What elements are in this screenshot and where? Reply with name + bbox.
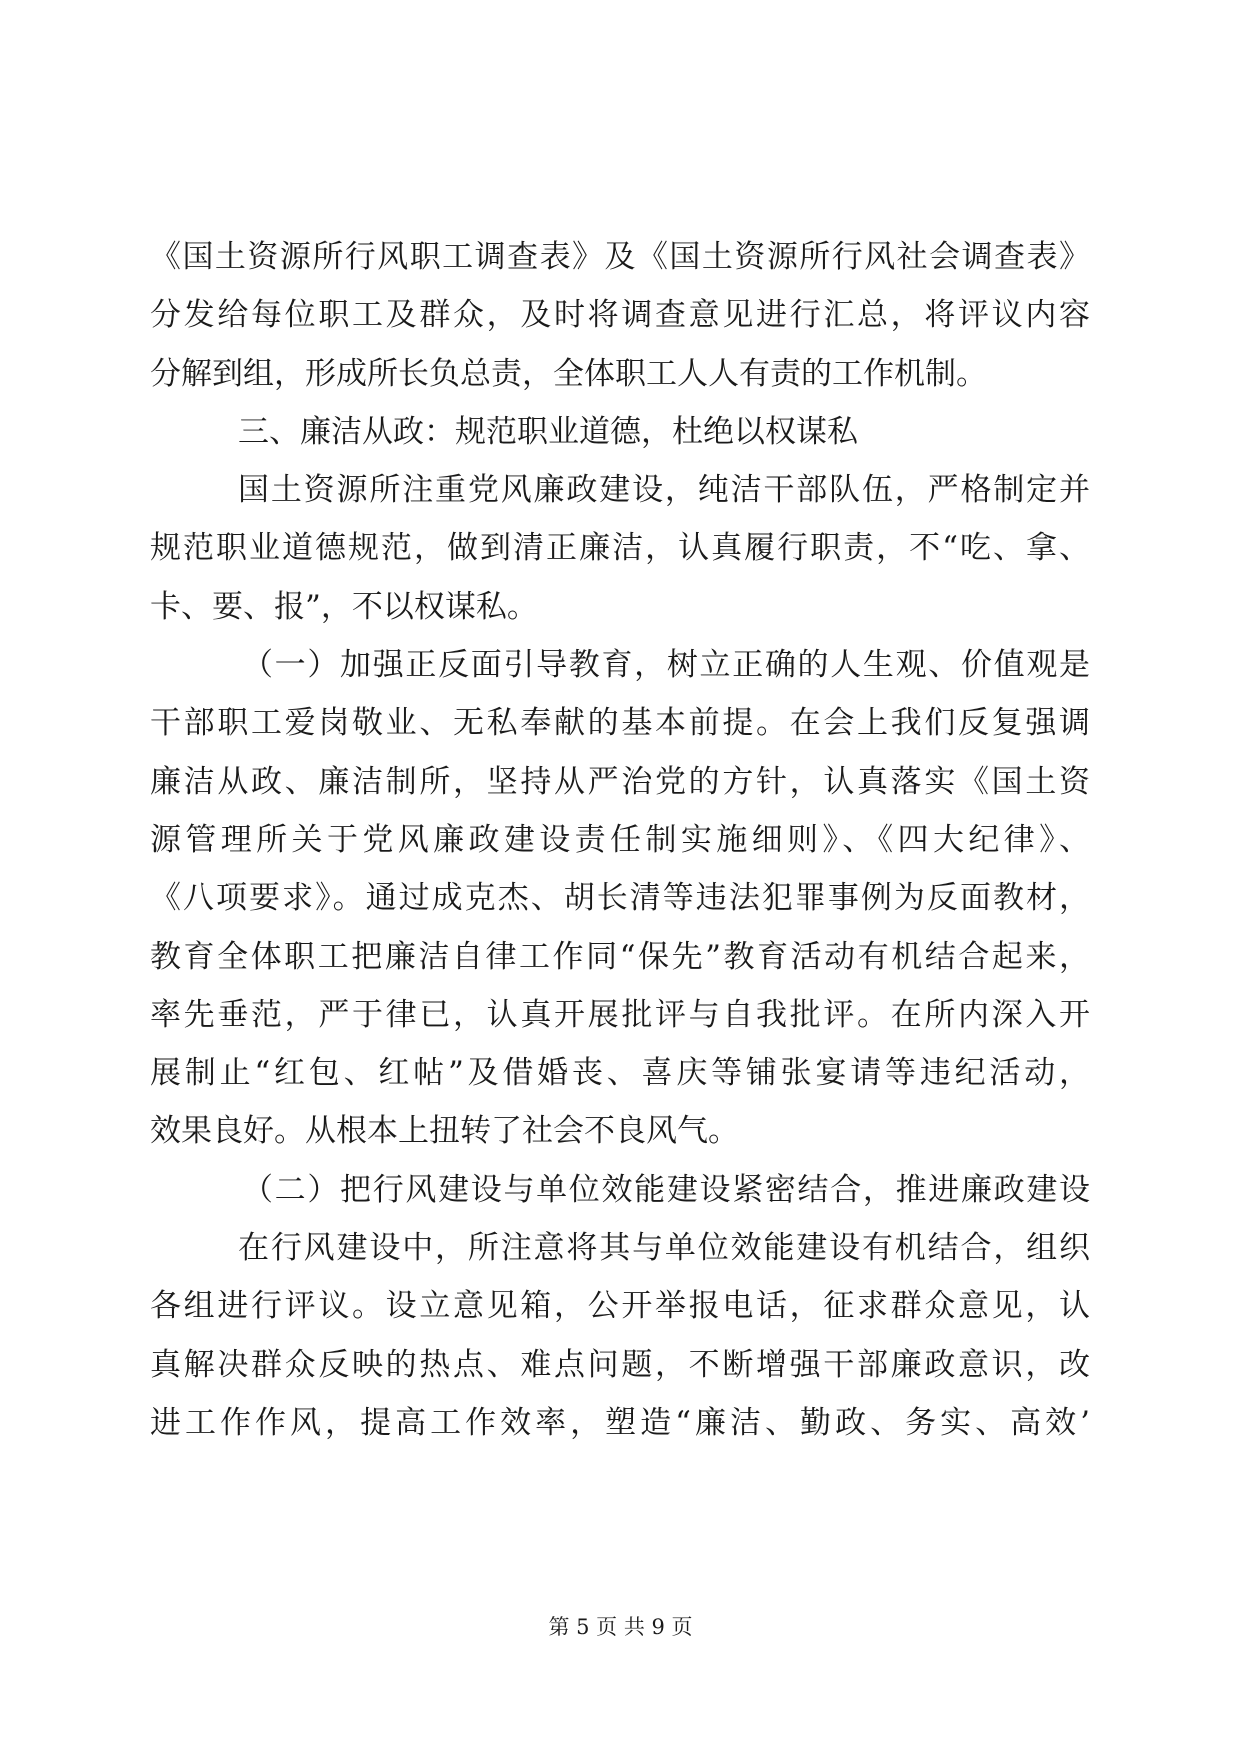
paragraph-line: 展制止“红包、红帖”及借婚丧、喜庆等铺张宴请等违纪活动， xyxy=(150,1055,1090,1092)
page-number-footer: 第 5 页 共 9 页 xyxy=(548,1615,693,1639)
paragraph-line: 规范职业道德规范，做到清正廉洁，认真履行职责，不“吃、拿、 xyxy=(150,530,1090,567)
subsection-heading: （一）加强正反面引导教育，树立正确的人生观、价值观是 xyxy=(242,647,1090,684)
document-body xyxy=(150,228,1090,1452)
paragraph-line: 各组进行评议。设立意见箱，公开举报电话，征求群众意见，认 xyxy=(150,1288,1090,1325)
paragraph-line: 国土资源所注重党风廉政建设，纯洁干部队伍，严格制定并 xyxy=(238,472,1090,509)
subsection-heading: （二）把行风建设与单位效能建设紧密结合，推进廉政建设 xyxy=(242,1171,1090,1208)
paragraph-line: 率先垂范，严于律已，认真开展批评与自我批评。在所内深入开 xyxy=(150,996,1090,1033)
paragraph-line: 《八项要求》。通过成克杰、胡长清等违法犯罪事例为反面教材， xyxy=(150,880,1090,917)
paragraph-line: 进工作作风，提高工作效率，塑造“廉洁、勤政、务实、高效’ xyxy=(150,1404,1090,1441)
paragraph-line: 《国土资源所行风职工调查表》及《国土资源所行风社会调查表》 xyxy=(150,239,1090,275)
paragraph-line: 分解到组，形成所长负总责，全体职工人人有责的工作机制。 xyxy=(150,355,987,392)
paragraph-line: 效果良好。从根本上扭转了社会不良风气。 xyxy=(150,1113,739,1150)
paragraph-line: 源管理所关于党风廉政建设责任制实施细则》、《四大纪律》、 xyxy=(150,821,1090,858)
paragraph-line: 卡、要、报”，不以权谋私。 xyxy=(150,588,538,625)
paragraph-line: 在行风建设中，所注意将其与单位效能建设有机结合，组织 xyxy=(238,1230,1090,1267)
paragraph-line: 真解决群众反映的热点、难点问题，不断增强干部廉政意识，改 xyxy=(150,1346,1090,1383)
paragraph-line: 分发给每位职工及群众，及时将调查意见进行汇总，将评议内容 xyxy=(150,297,1090,334)
section-heading: 三、廉洁从政：规范职业道德，杜绝以权谋私 xyxy=(238,413,858,450)
paragraph-line: 廉洁从政、廉洁制所，坚持从严治党的方针，认真落实《国土资 xyxy=(150,763,1090,800)
paragraph-line: 教育全体职工把廉洁自律工作同“保先”教育活动有机结合起来， xyxy=(150,938,1090,975)
paragraph-line: 干部职工爱岗敬业、无私奉献的基本前提。在会上我们反复强调 xyxy=(150,705,1090,742)
